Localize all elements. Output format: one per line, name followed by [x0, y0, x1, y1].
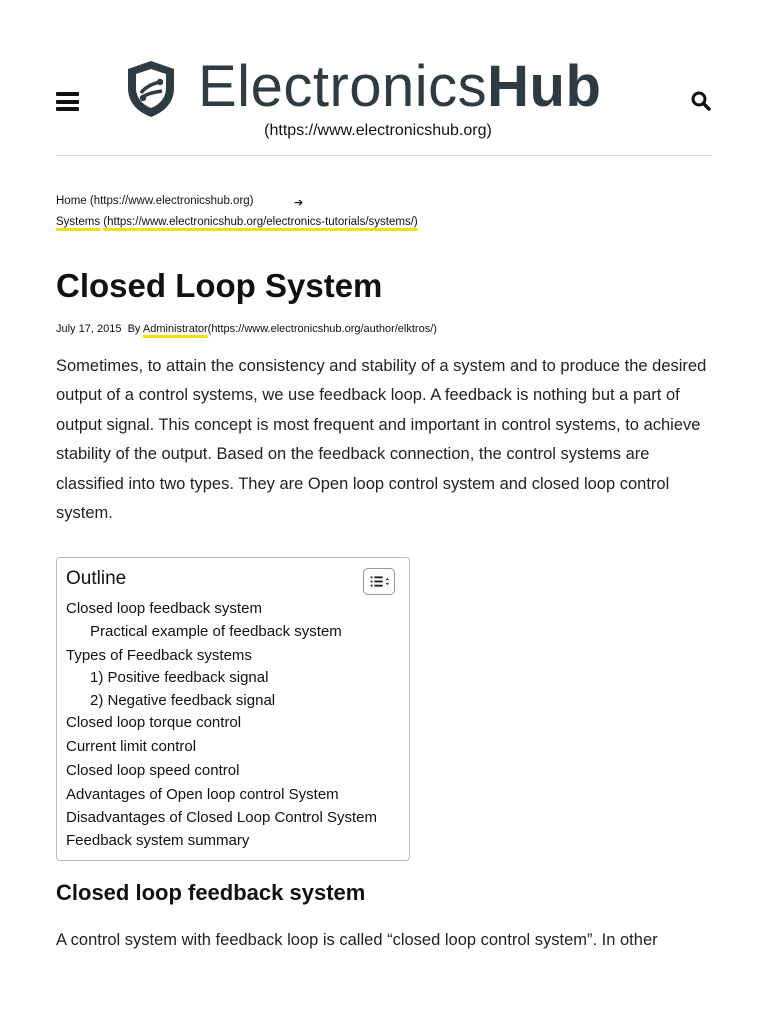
shield-logo-icon	[126, 60, 176, 118]
logo-text-light: Electronics	[198, 54, 488, 119]
post-meta	[56, 323, 437, 335]
intro-paragraph: Sometimes, to attain the consistency and stability of a system and to produce the desired output of a control systems, we use feedback loop. A feedback is nothing but a part of output signal. This concept is most frequent and important in control systems, to achieve stability of the output. Based on the feedback connection, the control systems are classified into two types. They are Open loop control system and closed loop control system.	[56, 357, 707, 523]
site-logo[interactable]	[198, 52, 601, 122]
logo-text-bold: Hub	[487, 54, 602, 119]
post-date: July 17, 2015	[56, 323, 122, 335]
toc-item[interactable]: Current limit control	[66, 738, 197, 755]
breadcrumb-home-link[interactable]: Home (https://www.electronicshub.org)	[56, 195, 254, 207]
toc-item[interactable]: 1) Positive feedback signal	[90, 669, 269, 686]
hamburger-menu-icon[interactable]	[56, 92, 79, 111]
toc-item[interactable]: Closed loop torque control	[66, 714, 242, 731]
breadcrumb-systems-link[interactable]	[56, 216, 418, 228]
post-by: By	[127, 323, 141, 335]
section-paragraph: A control system with feedback loop is called “closed loop control system”. In other	[56, 931, 658, 949]
breadcrumb-systems-label[interactable]: Systems	[56, 216, 101, 228]
toc-item[interactable]: 2) Negative feedback signal	[90, 692, 276, 709]
logo-url[interactable]: (https://www.electronicshub.org)	[264, 122, 492, 139]
toc-item[interactable]: Practical example of feedback system	[90, 623, 342, 640]
header-divider	[56, 155, 712, 156]
toc-item[interactable]: Advantages of Open loop control System	[66, 786, 339, 803]
toc-item[interactable]: Feedback system summary	[66, 832, 250, 849]
breadcrumb-systems-url[interactable]: (https://www.electronicshub.org/electronics-tutorials/systems/)	[103, 216, 418, 228]
toc-item[interactable]: Disadvantages of Closed Loop Control System	[66, 809, 378, 826]
author-url[interactable]: (https://www.electronicshub.org/author/elktros/)	[207, 323, 437, 335]
author-link[interactable]: Administrator	[142, 323, 208, 335]
toc-item[interactable]: Closed loop speed control	[66, 762, 240, 779]
breadcrumb-arrow-icon: ➔	[294, 197, 304, 209]
section-heading: Closed loop feedback system	[56, 880, 366, 905]
page-title: Closed Loop System	[56, 267, 383, 304]
toc-item[interactable]: Closed loop feedback system	[66, 600, 262, 617]
outline-title: Outline	[66, 568, 127, 589]
list-toggle-icon[interactable]	[363, 568, 395, 595]
search-icon[interactable]	[690, 90, 712, 112]
toc-item[interactable]: Types of Feedback systems	[66, 647, 252, 664]
